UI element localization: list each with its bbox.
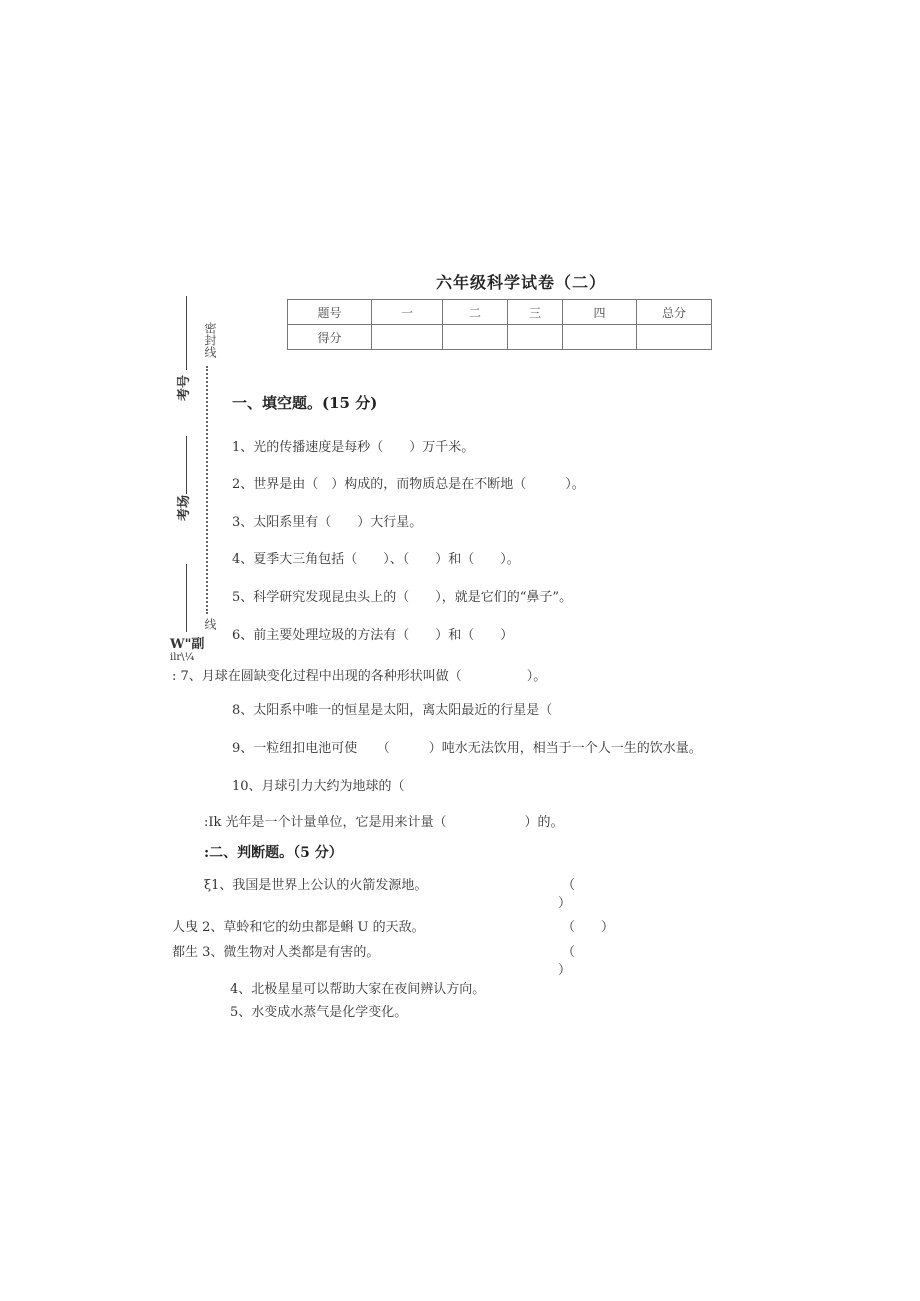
score-cell[interactable] [443,325,508,350]
exam-room-line [186,436,187,494]
answer-paren-pair[interactable]: （ ） [562,920,615,935]
line-label: 线 [203,618,217,630]
answer-paren-close[interactable]: ） [558,896,572,911]
question-item: 6、前主要处理垃圾的方法有（ ）和（ ） [232,628,514,643]
judge-item: ξ1、我国是世界上公认的火箭发源地。 [204,878,428,893]
question-item: 3、太阳系里有（ ）大行星。 [232,515,423,530]
margin-scribble: W"副 [170,637,205,652]
answer-paren-close[interactable]: ） [558,963,572,978]
margin-scribble: ilr\¼ [170,652,195,663]
score-header-cell: 一 [372,300,443,325]
judge-item: 5、水变成水蒸气是化学变化。 [230,1005,408,1020]
section2-heading: :二、判断题。（5 分） [204,845,343,861]
judge-item: 都生 3、微生物对人类都是有害的。 [172,945,380,960]
score-table [287,299,712,350]
question-item: 4、夏季大三角包括（ ）、（ ）和（ ）。 [232,552,520,567]
score-table-header-row [288,300,712,325]
question-item: : 7、月球在圆缺变化过程中出现的各种形状叫做（ ）。 [172,669,547,684]
question-item: 5、科学研究发现昆虫头上的（ ），就是它们的“鼻子”。 [232,590,573,605]
score-cell[interactable] [508,325,563,350]
answer-paren-open[interactable]: （ [562,878,576,893]
score-table-score-row [288,325,712,350]
question-item: 2、世界是由（ ）构成的，而物质总是在不断地（ ）。 [232,477,585,492]
score-cell[interactable] [637,325,712,350]
score-header-cell: 二 [443,300,508,325]
exam-no-line [186,296,187,370]
score-header-cell: 三 [508,300,563,325]
question-item: :Ik 光年是一个计量单位，它是用来计量（ ）的。 [204,815,564,830]
judge-item: 4、北极星星可以帮助大家在夜间辨认方向。 [230,982,486,997]
score-header-cell: 题号 [288,300,372,325]
exam-no-label: 考号 [177,374,192,401]
score-cell[interactable] [563,325,637,350]
score-cell[interactable] [372,325,443,350]
name-line [186,564,187,632]
score-row-label: 得分 [288,325,372,350]
seal-dotted-line [206,366,208,614]
page-title: 六年级科学试卷（二） [436,273,607,292]
seal-line-label: 密封线 [203,322,217,358]
section1-heading: 一、填空题。(15 分) [232,394,378,412]
question-item: 9、一粒纽扣电池可使 （ ）吨水无法饮用，相当于一个人一生的饮水量。 [232,741,702,756]
score-header-cell: 总分 [637,300,712,325]
question-item: 8、太阳系中唯一的恒星是太阳，离太阳最近的行星是（ [232,703,553,718]
exam-room-label: 考场 [177,494,192,521]
question-item: 1、光的传播速度是每秒（ ）万千米。 [232,440,475,455]
judge-item: 人曳 2、草蛉和它的幼虫都是蝌 U 的天敌。 [172,920,425,935]
question-item: 10、月球引力大约为地球的（ [232,779,405,794]
score-header-cell: 四 [563,300,637,325]
answer-paren-open[interactable]: （ [562,945,576,960]
